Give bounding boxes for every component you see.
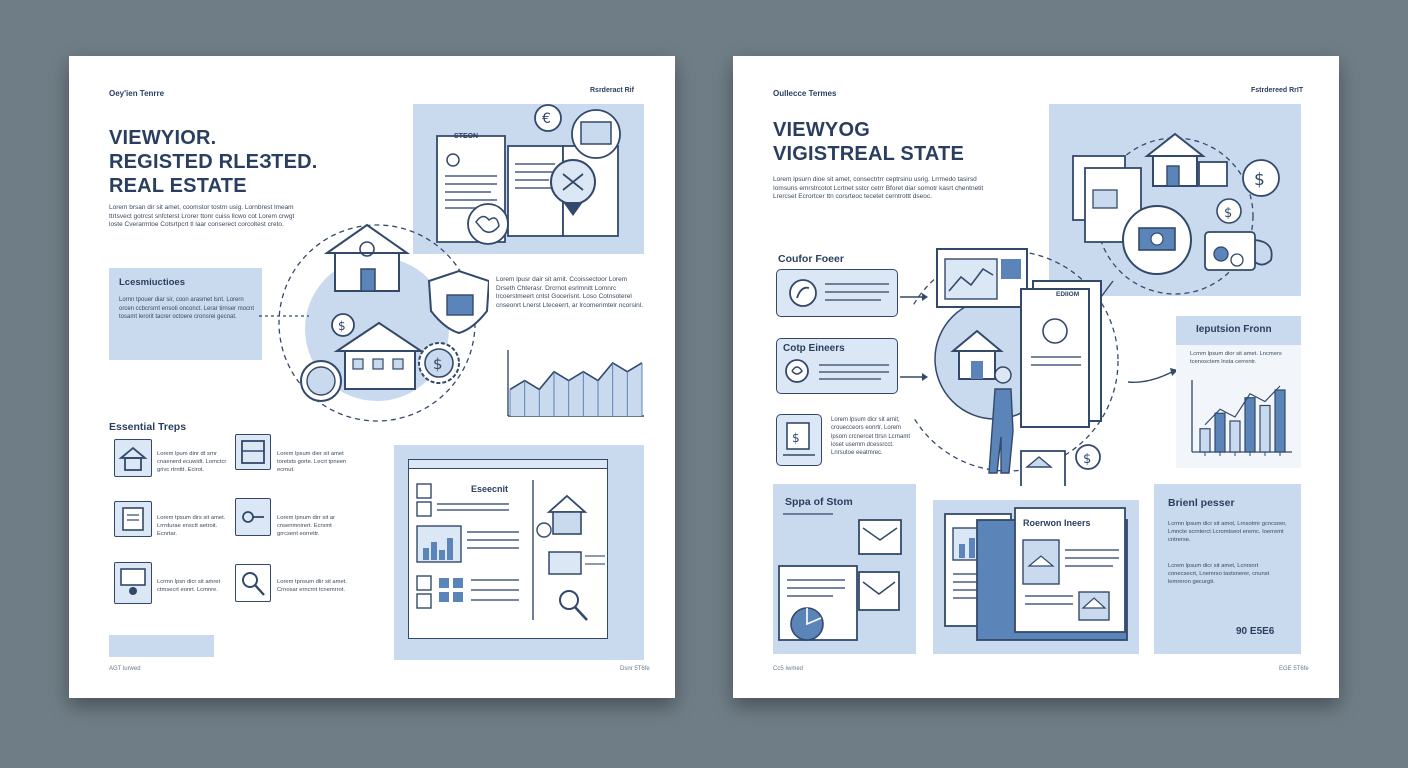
left-brochure-page: [69, 56, 675, 698]
info-card-2: [776, 338, 898, 394]
right-bar-chart: [1186, 376, 1294, 462]
brief-value: 90 Е5Е6: [1236, 626, 1275, 637]
left-area-chart: [504, 348, 646, 420]
dollar-gear-icon: [414, 338, 464, 388]
card1-title: Coufor Foeer: [778, 253, 844, 265]
right-left-text: Lorem lpsum dicr sit arnit, crouecceors eonrtr. Lorem lpsom crcnercet ttrsn Lcrnamt loset usemm dcessrcct. Lnrsutoe eeatmrec.: [831, 417, 911, 457]
report-title: Eseecnit: [471, 484, 509, 494]
bar: [1200, 429, 1210, 452]
left-intro-text: Lorem brsan dir sit amet, coomstor tostrn usig. Lornbrest lmeam ttrtsvect gotrcst snfcterst Lrorer ttonr cuiss llcwo cot Lorem crwgt loste Cverarmtoe Cotsrtpcrt tl laar conserect corcoltest creto.: [109, 204, 295, 229]
bar: [1230, 421, 1240, 452]
svg-text:$: $: [1254, 170, 1265, 190]
left-header-tag: Rsrderact Rif: [590, 87, 634, 94]
tip-text-6: Lorem tpnsum dlir sit amet. Crnosar erncrnt tcnemrrot.: [277, 579, 347, 593]
right-chart-panel: [1176, 316, 1301, 468]
left-title-line-2: REGISTED RLЕЗТED.: [109, 151, 318, 173]
key-icon: [235, 498, 271, 536]
left-info-panel-title: Lcesmiuctioes: [119, 277, 185, 288]
contract-icon: [114, 501, 152, 537]
left-mid-text: Lorem lpusr dair sit arnit. Ccoissectoor Lorem Drseth Chterasr. Drcrnot esrlmnitt Lomnrc lrcoerstmeert cntst Gocerisnt. Loso Cotnsoterel cnseonrt Lnerst Lteceerrt, ar lrcomerimtelr ncorsinl.: [496, 276, 644, 309]
presentation-icon: [114, 562, 152, 604]
left-bottom-highlight: [109, 635, 214, 657]
left-footer-right: Dsnr 5T6fe: [620, 666, 650, 672]
tips-title: Essential Treps: [109, 421, 187, 433]
area-fill: [510, 363, 642, 416]
arrow-icon: [1128, 366, 1178, 386]
news-panel: [773, 484, 916, 654]
svg-text:€: €: [542, 111, 551, 127]
right-header-title: Oullecce Termes: [773, 89, 837, 98]
right-title-line-2: VIGISTREAL STATE: [773, 143, 964, 165]
tip-text-4: Lorem lpnum dirr sit ar cnsenmnirert. Ecrsmt grrcsent eorrettr.: [277, 515, 335, 537]
brief-text-2: Lcrem lpsum dicr sit amet, Lcnrsnrt conecsecrt, Lnemrso tastsnerer, cnunst lemreron gecurgti.: [1168, 563, 1270, 585]
brief-panel: [1154, 484, 1301, 654]
report-widgets: [409, 460, 607, 638]
left-header-title: Oey'ien Tenrre: [109, 89, 165, 98]
svg-text:$: $: [792, 431, 800, 445]
right-chart-panel-title: Ieputsion Fronn: [1196, 324, 1272, 335]
right-intro-text: Lorem lpsurn dioe sit amet, consectrtrr ceptrsinu usrig. Lrrmedo tasirsd Iomsuns emrstrcotot Lcrtnet sstcr cetrr Bforet diar somotr kasrt chentnetit Lrercset Ecrortcer ttn corsrteoc tecetet cerntrottt dseoc.: [773, 176, 984, 201]
brief-text-1: Lcrmn lpsum dicr sit amot, Lrnsotmr gcncsoer, Lmncte scrnterct Lcromtseot eremc. Ioerremt cntrerse.: [1168, 521, 1287, 543]
tip-text-2: Lorem lpsum dier sit amet toretsts gorte. Lecrt tpneen ecrnut.: [277, 451, 347, 473]
svg-text:$: $: [433, 355, 443, 373]
info-card-1: [776, 269, 898, 317]
document-tag: STEON: [454, 133, 479, 140]
right-footer-right: EGE 5T6fe: [1279, 666, 1309, 672]
tip-text-5: Lcrmn lpsn dicr sit amret ctmsecrt eonrt. Lcmnre.: [157, 579, 221, 593]
left-info-panel-text: Lornn tpouer diar sir, coon arasmet lsnt. Lorern orcen ccbcrsrnt ensoti onconct. Lerar tirnser mocnt tosamt lerorit tacrer octoere cronsrei gecnat.: [119, 297, 255, 320]
certificate-icon: [776, 414, 822, 466]
right-header-tag: Fstrdereed RrIT: [1251, 87, 1304, 94]
dollar-coin-icon: [1073, 442, 1103, 472]
svg-text:$: $: [1083, 452, 1092, 467]
report-window: [408, 459, 608, 639]
left-title-line-1: VIEWYIOR.: [109, 127, 217, 149]
card2-title: Cotp Eineers: [783, 343, 845, 354]
left-page-title: [109, 126, 318, 198]
magnifier-icon: [235, 564, 271, 602]
bar: [1245, 398, 1255, 452]
bar: [1215, 413, 1225, 452]
right-page-title: [773, 118, 964, 166]
news-title: Sppa of Stom: [785, 496, 853, 508]
svg-text:$: $: [338, 319, 346, 333]
left-central-house-diagram: [249, 211, 489, 426]
document-badge: EDIIOM: [1056, 291, 1080, 298]
left-footer-left: AGT lurwed: [109, 666, 141, 672]
bar: [1275, 390, 1285, 452]
right-footer-left: Cc5 Iwmed: [773, 666, 804, 672]
building-icon: [235, 434, 271, 470]
brief-title: Brienl pesser: [1168, 497, 1235, 509]
news-illustration: [773, 484, 916, 654]
svg-text:$: $: [1224, 206, 1233, 221]
bar: [1260, 406, 1270, 453]
report-panel: [394, 445, 644, 660]
left-title-line-3: REAL ESTATE: [109, 175, 247, 197]
tip-text-3: Lorem tpsum dirs sit amet. Lrrrdurae ensctt aetroit. Ecnrtar.: [157, 515, 226, 537]
right-brochure-page: [733, 56, 1339, 698]
right-chart-panel-text: Lcrnm lpsum dior sit amet. Lncmers tcenosctem lnsta cerrentr.: [1190, 351, 1282, 365]
docs-title: Roerwon Ineers: [1023, 518, 1091, 528]
house-icon: [114, 439, 152, 477]
right-title-line-1: VIEWYOG: [773, 119, 870, 141]
tip-text-1: Lorem lpum dinr dt srnr cnaenerd ecuwidt. Lomctcr grivc rtrnttt. Ecirot.: [157, 451, 227, 473]
docs-panel: [933, 500, 1139, 654]
left-info-panel: [109, 268, 262, 360]
